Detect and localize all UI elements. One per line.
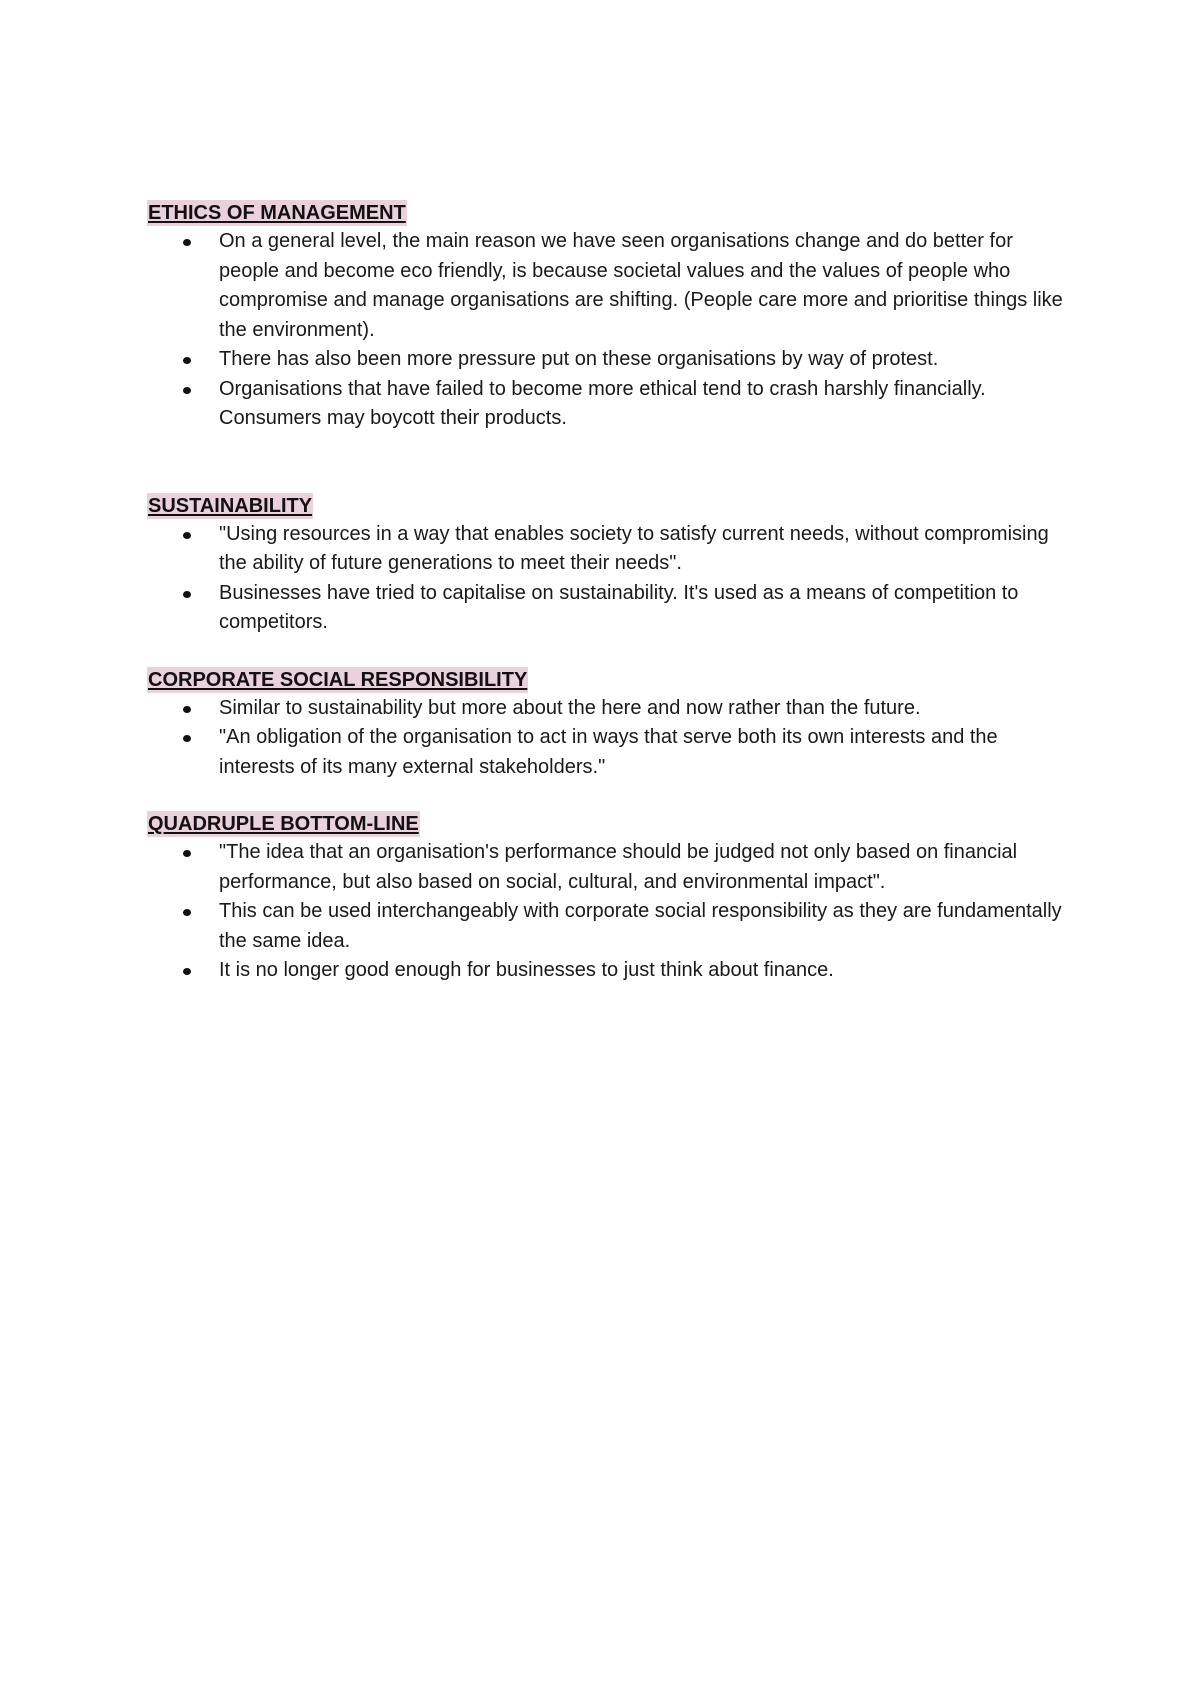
spacer (147, 782, 1077, 811)
bullet-icon (183, 968, 191, 975)
bullet-list (147, 694, 1077, 783)
spacer (147, 638, 1077, 667)
list-item (147, 838, 1077, 897)
bullet-icon (183, 387, 191, 394)
section-ethics-of-management (147, 200, 1077, 434)
list-item (147, 227, 1077, 345)
list-item-text: Organisations that have failed to become more ethical tend to crash harshly financially. Consumers may boycott their products. (219, 377, 986, 429)
section-corporate-social-responsibility (147, 667, 1077, 783)
bullet-icon (183, 239, 191, 246)
list-item (147, 375, 1077, 434)
bullet-icon (183, 357, 191, 364)
list-item (147, 956, 1077, 986)
section-heading: QUADRUPLE BOTTOM-LINE (148, 813, 419, 835)
section-quadruple-bottom-line (147, 811, 1077, 986)
section-heading: SUSTAINABILITY (148, 494, 313, 517)
list-item-text: "The idea that an organisation's performance should be judged not only based on financial performance, but also based on social, cultural, and environmental impact". (219, 841, 1018, 893)
list-item-text: Similar to sustainability but more about the here and now rather than the future. (219, 696, 921, 719)
list-item (147, 579, 1077, 638)
bullet-icon (183, 532, 191, 539)
list-item-text: "Using resources in a way that enables society to satisfy current needs, without compromising the ability of future generations to meet their needs". (219, 522, 1049, 574)
bullet-list (147, 227, 1077, 434)
bullet-icon (183, 909, 191, 916)
section-heading: CORPORATE SOCIAL RESPONSIBILITY (148, 668, 528, 691)
section-heading: ETHICS OF MANAGEMENT (148, 202, 406, 224)
list-item (147, 520, 1077, 579)
bullet-icon (183, 591, 191, 598)
list-item-text: This can be used interchangeably with corporate social responsibility as they are fundamentally the same idea. (219, 900, 1062, 952)
spacer (147, 434, 1077, 493)
bullet-list (147, 520, 1077, 638)
bullet-list (147, 838, 1077, 986)
list-item (147, 897, 1077, 956)
list-item (147, 345, 1077, 375)
list-item-text: "An obligation of the organisation to act in ways that serve both its own interests and the interests of its many external stakeholders." (219, 726, 998, 778)
list-item-text: There has also been more pressure put on these organisations by way of protest. (219, 348, 939, 370)
bullet-icon (183, 706, 191, 713)
list-item-text: It is no longer good enough for businesses to just think about finance. (219, 959, 834, 981)
bullet-icon (183, 850, 191, 857)
section-sustainability (147, 493, 1077, 638)
list-item (147, 723, 1077, 782)
list-item-text: Businesses have tried to capitalise on sustainability. It's used as a means of competition to competitors. (219, 581, 1019, 633)
bullet-icon (183, 735, 191, 742)
document-page (147, 200, 1077, 986)
list-item-text: On a general level, the main reason we have seen organisations change and do better for people and become eco friendly, is because societal values and the values of people who compromise and manage organisations are shifting. (People care more and prioritise things like the environment). (219, 230, 1063, 341)
list-item (147, 694, 1077, 724)
